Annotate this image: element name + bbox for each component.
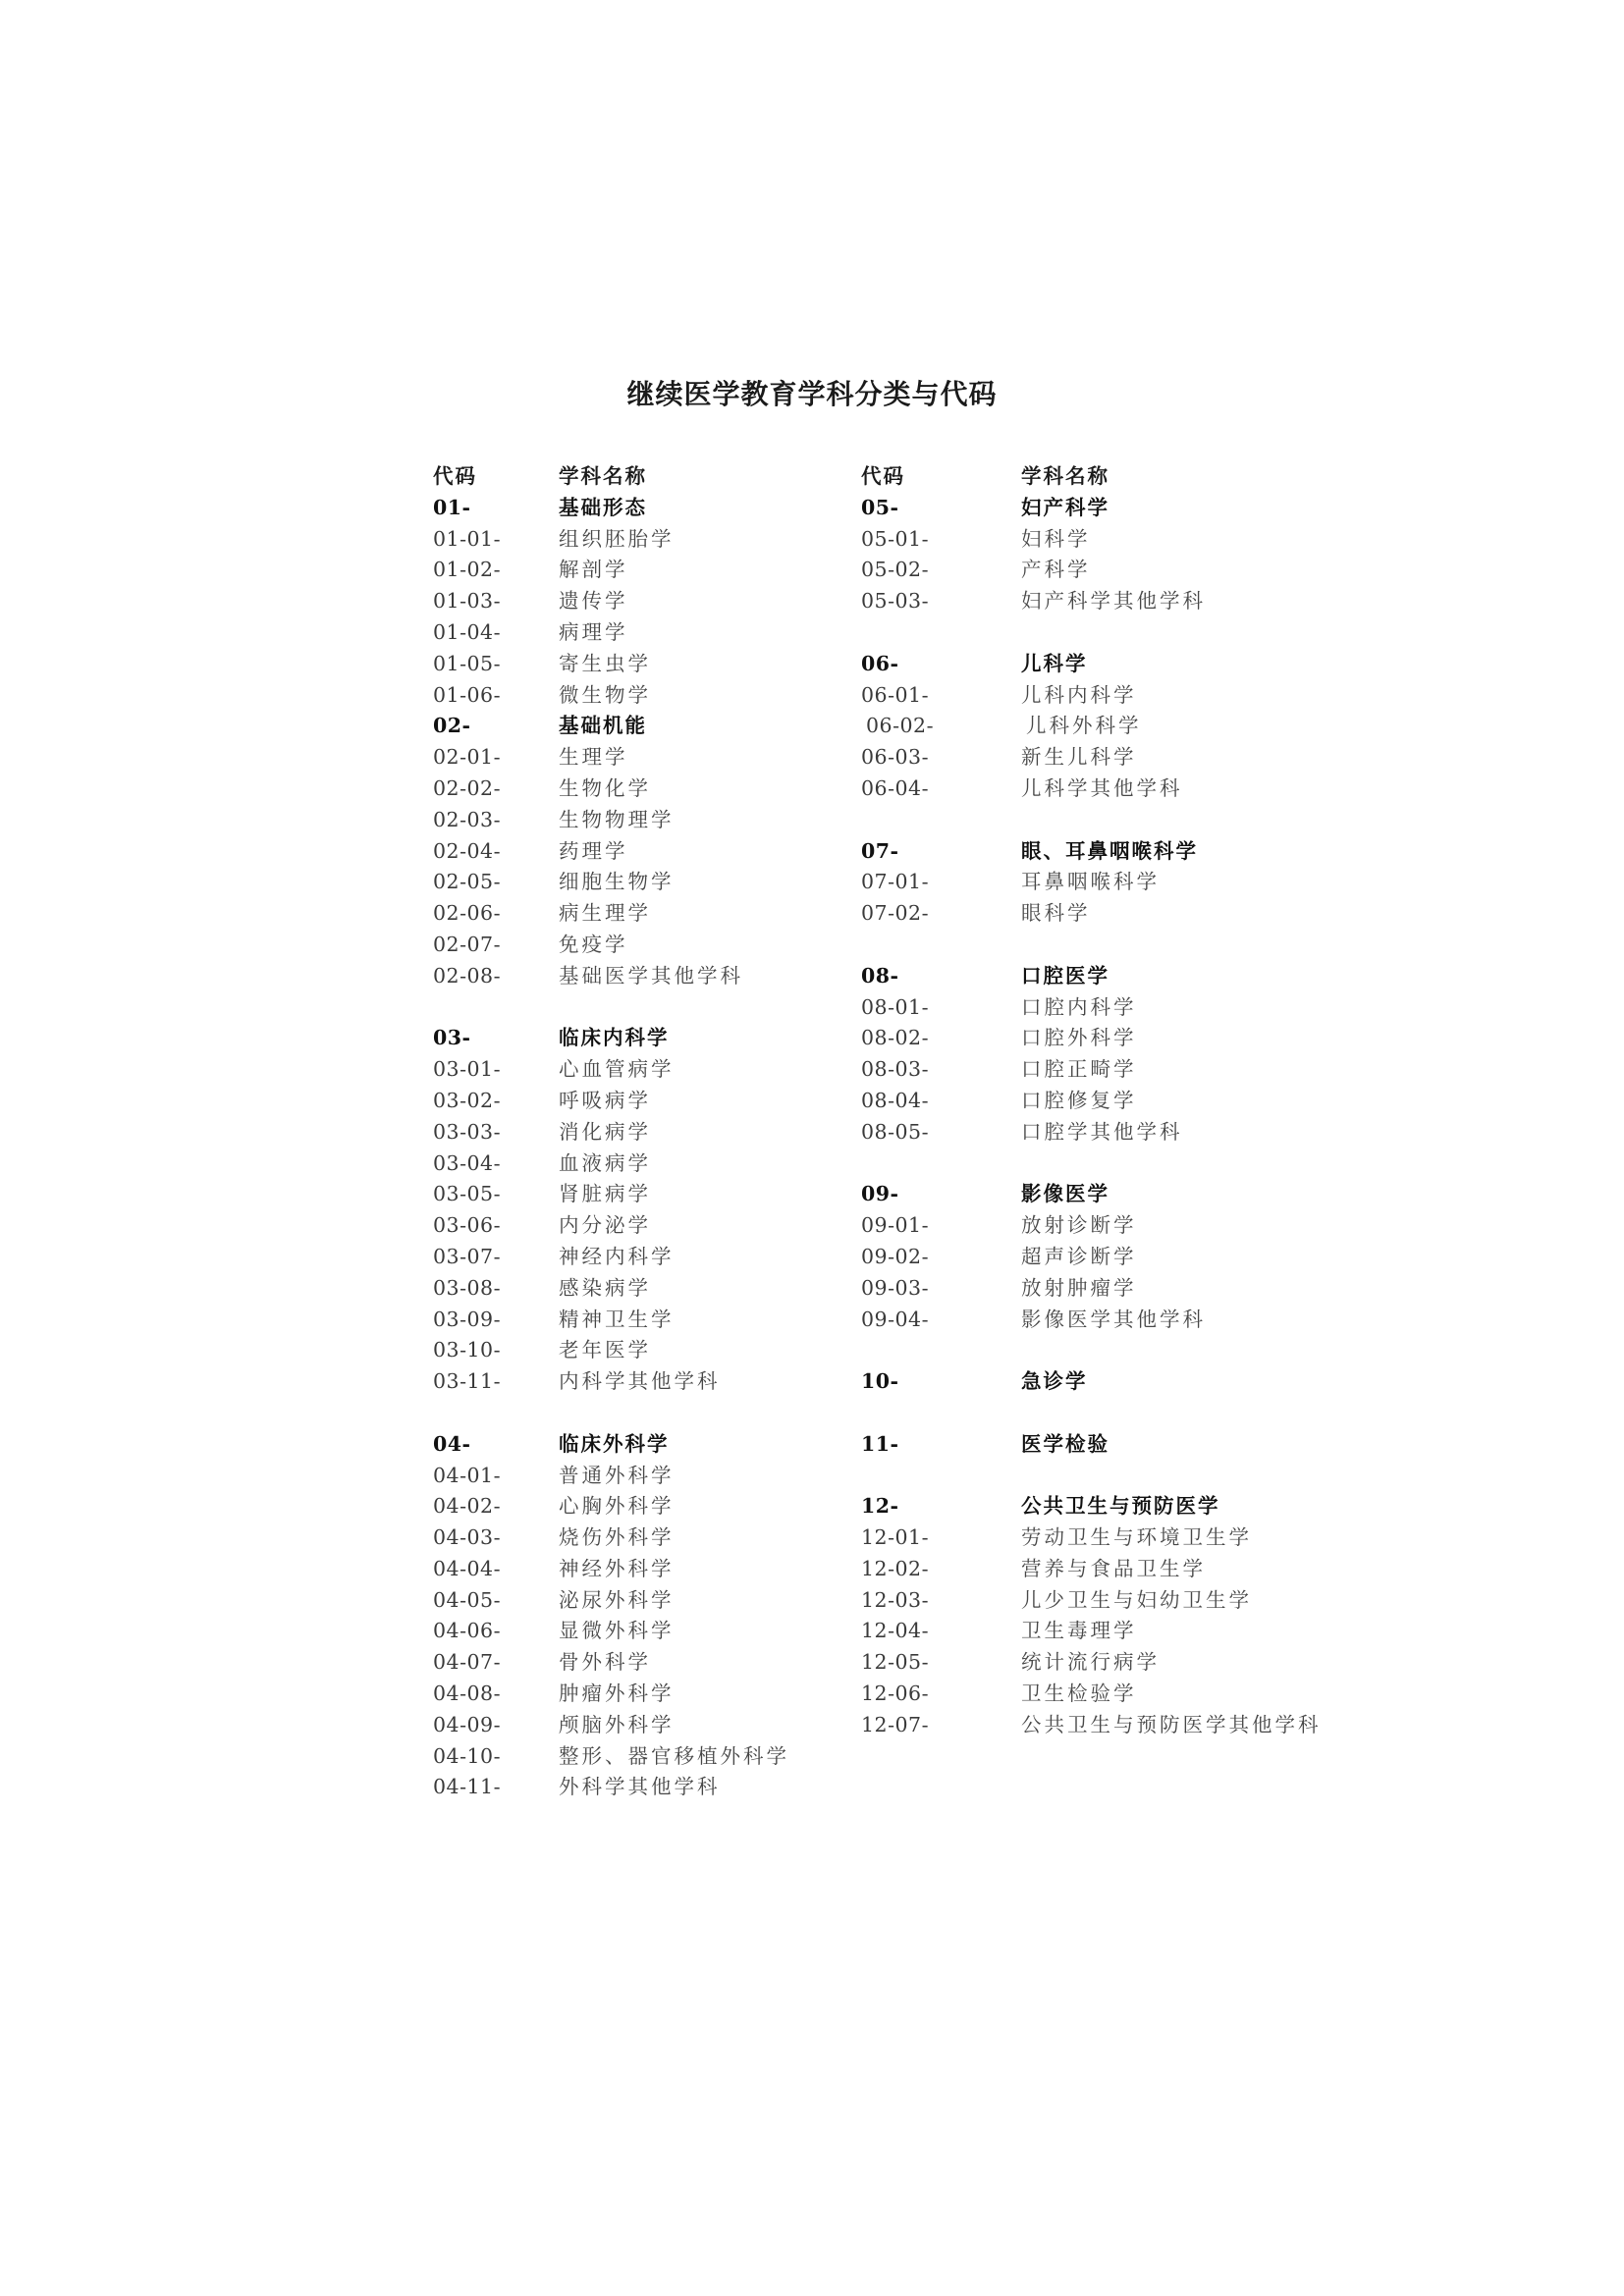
subject-row [433, 1054, 845, 1086]
subject-row [433, 1305, 845, 1336]
subject-name: 口腔内科学 [1021, 994, 1137, 1019]
spacer-row [861, 805, 1352, 836]
subject-row [861, 1647, 1352, 1679]
spacer-row [433, 992, 845, 1024]
subject-code: 04-04- [433, 1556, 502, 1580]
subject-name: 基础医学其他学科 [559, 963, 743, 988]
subject-code: 06-03- [861, 745, 930, 770]
subject-name: 生物化学 [559, 775, 651, 800]
subject-row [433, 680, 845, 712]
subject-code: 02-03- [433, 807, 502, 831]
subject-name: 临床内科学 [559, 1026, 670, 1050]
code-header: 代码 [433, 464, 477, 488]
category-row [433, 1023, 845, 1054]
subject-code: 01-05- [433, 651, 502, 675]
subject-row [433, 930, 845, 961]
subject-name: 细胞生物学 [559, 870, 675, 894]
subject-row [861, 867, 1352, 898]
subject-name: 烧伤外科学 [559, 1525, 675, 1550]
subject-row [433, 1679, 845, 1710]
subject-row [861, 1616, 1352, 1647]
name-header: 学科名称 [559, 464, 647, 488]
subject-row [433, 836, 845, 868]
subject-code: 04-01- [433, 1463, 502, 1487]
subject-row [433, 1491, 845, 1522]
subject-row [861, 711, 1352, 742]
subject-row [433, 1366, 845, 1398]
subject-name: 口腔修复学 [1021, 1088, 1137, 1112]
subject-row [433, 1210, 845, 1242]
subject-code: 12-02- [861, 1556, 930, 1580]
right-column [861, 461, 1352, 1741]
subject-code: 03-01- [433, 1057, 502, 1082]
subject-name: 感染病学 [559, 1275, 651, 1300]
subject-name: 儿科内科学 [1021, 682, 1137, 707]
subject-name: 骨外科学 [559, 1650, 651, 1675]
subject-code: 02-02- [433, 775, 502, 800]
subject-row [861, 1086, 1352, 1117]
subject-code: 03- [433, 1026, 471, 1050]
subject-row [433, 805, 845, 836]
subject-code: 02-04- [433, 838, 502, 863]
subject-code: 04-03- [433, 1525, 502, 1550]
subject-name: 遗传学 [559, 589, 628, 614]
subject-row [433, 617, 845, 649]
spacer-row [861, 1148, 1352, 1180]
subject-name: 内分泌学 [559, 1213, 651, 1238]
page-title: 继续医学教育学科分类与代码 [626, 378, 998, 410]
subject-row [861, 555, 1352, 586]
subject-code: 12-07- [861, 1712, 930, 1736]
subject-row [433, 1335, 845, 1366]
spacer-row [861, 930, 1352, 961]
subject-name: 肿瘤外科学 [559, 1682, 675, 1706]
subject-name: 显微外科学 [559, 1619, 675, 1643]
spacer-row [433, 1398, 845, 1429]
subject-name: 基础机能 [559, 714, 647, 738]
subject-code: 03-09- [433, 1307, 502, 1331]
subject-name: 放射肿瘤学 [1021, 1275, 1137, 1300]
subject-code: 02-01- [433, 745, 502, 770]
subject-row [861, 774, 1352, 805]
subject-code: 08-03- [861, 1057, 930, 1082]
subject-code: 01- [433, 495, 471, 519]
subject-code: 10- [861, 1369, 899, 1394]
subject-code: 11- [861, 1431, 899, 1456]
subject-code: 08-05- [861, 1119, 930, 1144]
subject-code: 07- [861, 838, 899, 863]
category-row [861, 493, 1352, 524]
subject-code: 04-02- [433, 1494, 502, 1519]
category-row [861, 961, 1352, 992]
name-header: 学科名称 [1021, 464, 1110, 488]
subject-name: 生理学 [559, 745, 628, 770]
subject-name: 老年医学 [559, 1338, 651, 1362]
subject-code: 09-03- [861, 1275, 930, 1300]
subject-code: 01-01- [433, 526, 502, 551]
subject-code: 09-01- [861, 1213, 930, 1238]
subject-row [861, 1054, 1352, 1086]
spacer-row [861, 617, 1352, 649]
subject-name: 神经内科学 [559, 1244, 675, 1268]
subject-row [433, 1461, 845, 1492]
subject-row [433, 1554, 845, 1585]
subject-code: 01-02- [433, 558, 502, 582]
subject-name: 内科学其他学科 [559, 1369, 721, 1394]
subject-row [433, 649, 845, 680]
subject-row [861, 680, 1352, 712]
subject-name: 公共卫生与预防医学其他学科 [1021, 1712, 1322, 1736]
subject-code: 01-03- [433, 589, 502, 614]
subject-row [861, 1210, 1352, 1242]
subject-row [861, 1242, 1352, 1273]
subject-row [433, 586, 845, 617]
subject-row [861, 898, 1352, 930]
subject-name: 临床外科学 [559, 1431, 670, 1456]
column-header [861, 461, 1352, 493]
subject-code: 09-04- [861, 1307, 930, 1331]
subject-code: 08-01- [861, 994, 930, 1019]
category-row [861, 1491, 1352, 1522]
subject-name: 新生儿科学 [1021, 745, 1137, 770]
subject-code: 08-02- [861, 1026, 930, 1050]
subject-row [433, 1086, 845, 1117]
subject-name: 消化病学 [559, 1119, 651, 1144]
subject-name: 眼科学 [1021, 901, 1091, 926]
subject-name: 妇产科学 [1021, 495, 1110, 519]
subject-name: 卫生检验学 [1021, 1682, 1137, 1706]
subject-code: 02-08- [433, 963, 502, 988]
subject-name: 口腔学其他学科 [1021, 1119, 1183, 1144]
subject-code: 08-04- [861, 1088, 930, 1112]
right-rows [861, 493, 1352, 1741]
subject-row [433, 1273, 845, 1305]
subject-code: 03-02- [433, 1088, 502, 1112]
subject-code: 12-04- [861, 1619, 930, 1643]
subject-row [433, 555, 845, 586]
subject-code: 04- [433, 1431, 471, 1456]
spacer-row [861, 1398, 1352, 1429]
subject-code: 02- [433, 714, 471, 738]
subject-code: 12-06- [861, 1682, 930, 1706]
subject-row [433, 1741, 845, 1773]
subject-code: 03-11- [433, 1369, 502, 1394]
subject-code: 12-03- [861, 1587, 930, 1612]
subject-name: 超声诊断学 [1021, 1244, 1137, 1268]
spacer-row [861, 1461, 1352, 1492]
subject-name: 颅脑外科学 [559, 1712, 675, 1736]
left-column [433, 461, 845, 1803]
code-header: 代码 [861, 464, 905, 488]
subject-code: 09- [861, 1182, 899, 1206]
subject-row [433, 1585, 845, 1617]
subject-name: 心血管病学 [559, 1057, 675, 1082]
subject-row [861, 1554, 1352, 1585]
subject-code: 09-02- [861, 1244, 930, 1268]
subject-row [433, 1647, 845, 1679]
subject-code: 07-01- [861, 870, 930, 894]
category-row [433, 493, 845, 524]
subject-code: 01-06- [433, 682, 502, 707]
subject-row [433, 524, 845, 556]
subject-code: 01-04- [433, 619, 502, 644]
subject-code: 04-08- [433, 1682, 502, 1706]
subject-code: 04-07- [433, 1650, 502, 1675]
subject-code: 06- [861, 651, 899, 675]
subject-name: 放射诊断学 [1021, 1213, 1137, 1238]
subject-code: 04-06- [433, 1619, 502, 1643]
subject-name: 卫生毒理学 [1021, 1619, 1137, 1643]
subject-row [861, 1117, 1352, 1148]
subject-name: 公共卫生与预防医学 [1021, 1494, 1220, 1519]
subject-code: 06-02- [866, 714, 935, 738]
subject-code: 07-02- [861, 901, 930, 926]
category-row [861, 836, 1352, 868]
category-row [861, 1429, 1352, 1461]
subject-name: 微生物学 [559, 682, 651, 707]
subject-name: 心胸外科学 [559, 1494, 675, 1519]
subject-name: 影像医学 [1021, 1182, 1110, 1206]
subject-row [433, 1522, 845, 1554]
subject-code: 05-03- [861, 589, 930, 614]
subject-name: 影像医学其他学科 [1021, 1307, 1206, 1331]
subject-code: 02-06- [433, 901, 502, 926]
subject-code: 03-06- [433, 1213, 502, 1238]
subject-row [861, 1585, 1352, 1617]
spacer-row [861, 1335, 1352, 1366]
subject-row [861, 524, 1352, 556]
subject-row [861, 742, 1352, 774]
category-row [861, 1179, 1352, 1210]
subject-name: 病理学 [559, 619, 628, 644]
subject-name: 耳鼻咽喉科学 [1021, 870, 1160, 894]
subject-row [861, 1273, 1352, 1305]
subject-code: 06-04- [861, 775, 930, 800]
category-row [861, 649, 1352, 680]
subject-name: 口腔医学 [1021, 963, 1110, 988]
subject-name: 眼、耳鼻咽喉科学 [1021, 838, 1198, 863]
subject-row [433, 1148, 845, 1180]
subject-code: 12-01- [861, 1525, 930, 1550]
subject-row [861, 1679, 1352, 1710]
subject-code: 03-07- [433, 1244, 502, 1268]
subject-name: 泌尿外科学 [559, 1587, 675, 1612]
subject-code: 02-07- [433, 932, 502, 956]
subject-row [433, 1616, 845, 1647]
subject-code: 12-05- [861, 1650, 930, 1675]
subject-name: 生物物理学 [559, 807, 675, 831]
left-rows [433, 493, 845, 1803]
subject-name: 外科学其他学科 [559, 1775, 721, 1799]
subject-name: 口腔外科学 [1021, 1026, 1137, 1050]
subject-code: 03-08- [433, 1275, 502, 1300]
subject-row [433, 1710, 845, 1741]
subject-code: 03-10- [433, 1338, 502, 1362]
subject-name: 妇产科学其他学科 [1021, 589, 1206, 614]
column-header [433, 461, 845, 493]
subject-row [433, 1242, 845, 1273]
subject-row [433, 1179, 845, 1210]
subject-code: 05-01- [861, 526, 930, 551]
subject-code: 04-10- [433, 1743, 502, 1768]
subject-row [861, 1023, 1352, 1054]
subject-name: 儿少卫生与妇幼卫生学 [1021, 1587, 1252, 1612]
subject-code: 04-05- [433, 1587, 502, 1612]
subject-name: 血液病学 [559, 1150, 651, 1175]
subject-code: 12- [861, 1494, 899, 1519]
subject-code: 03-05- [433, 1182, 502, 1206]
subject-name: 解剖学 [559, 558, 628, 582]
subject-code: 06-01- [861, 682, 930, 707]
subject-name: 组织胚胎学 [559, 526, 675, 551]
subject-row [433, 774, 845, 805]
category-row [861, 1366, 1352, 1398]
subject-name: 药理学 [559, 838, 628, 863]
subject-name: 儿科外科学 [1026, 714, 1142, 738]
subject-row [433, 1117, 845, 1148]
category-row [433, 1429, 845, 1461]
subject-name: 呼吸病学 [559, 1088, 651, 1112]
subject-row [433, 742, 845, 774]
subject-name: 基础形态 [559, 495, 647, 519]
subject-row [433, 867, 845, 898]
subject-code: 08- [861, 963, 899, 988]
subject-row [861, 1305, 1352, 1336]
category-row [433, 711, 845, 742]
subject-row [433, 898, 845, 930]
subject-name: 医学检验 [1021, 1431, 1110, 1456]
subject-name: 统计流行病学 [1021, 1650, 1160, 1675]
subject-row [433, 961, 845, 992]
subject-name: 普通外科学 [559, 1463, 675, 1487]
subject-name: 寄生虫学 [559, 651, 651, 675]
subject-name: 营养与食品卫生学 [1021, 1556, 1206, 1580]
subject-row [861, 992, 1352, 1024]
subject-code: 05-02- [861, 558, 930, 582]
subject-name: 口腔正畸学 [1021, 1057, 1137, 1082]
subject-code: 04-09- [433, 1712, 502, 1736]
subject-name: 劳动卫生与环境卫生学 [1021, 1525, 1252, 1550]
subject-row [433, 1772, 845, 1803]
subject-code: 05- [861, 495, 899, 519]
subject-name: 病生理学 [559, 901, 651, 926]
subject-name: 神经外科学 [559, 1556, 675, 1580]
subject-code: 03-03- [433, 1119, 502, 1144]
subject-name: 急诊学 [1021, 1369, 1088, 1394]
subject-code: 02-05- [433, 870, 502, 894]
subject-row [861, 586, 1352, 617]
subject-row [861, 1710, 1352, 1741]
subject-code: 03-04- [433, 1150, 502, 1175]
subject-name: 儿科学 [1021, 651, 1088, 675]
subject-name: 产科学 [1021, 558, 1091, 582]
subject-name: 肾脏病学 [559, 1182, 651, 1206]
subject-name: 精神卫生学 [559, 1307, 675, 1331]
subject-name: 妇科学 [1021, 526, 1091, 551]
subject-name: 免疫学 [559, 932, 628, 956]
subject-row [861, 1522, 1352, 1554]
subject-name: 整形、器官移植外科学 [559, 1743, 789, 1768]
subject-code: 04-11- [433, 1775, 502, 1799]
subject-name: 儿科学其他学科 [1021, 775, 1183, 800]
